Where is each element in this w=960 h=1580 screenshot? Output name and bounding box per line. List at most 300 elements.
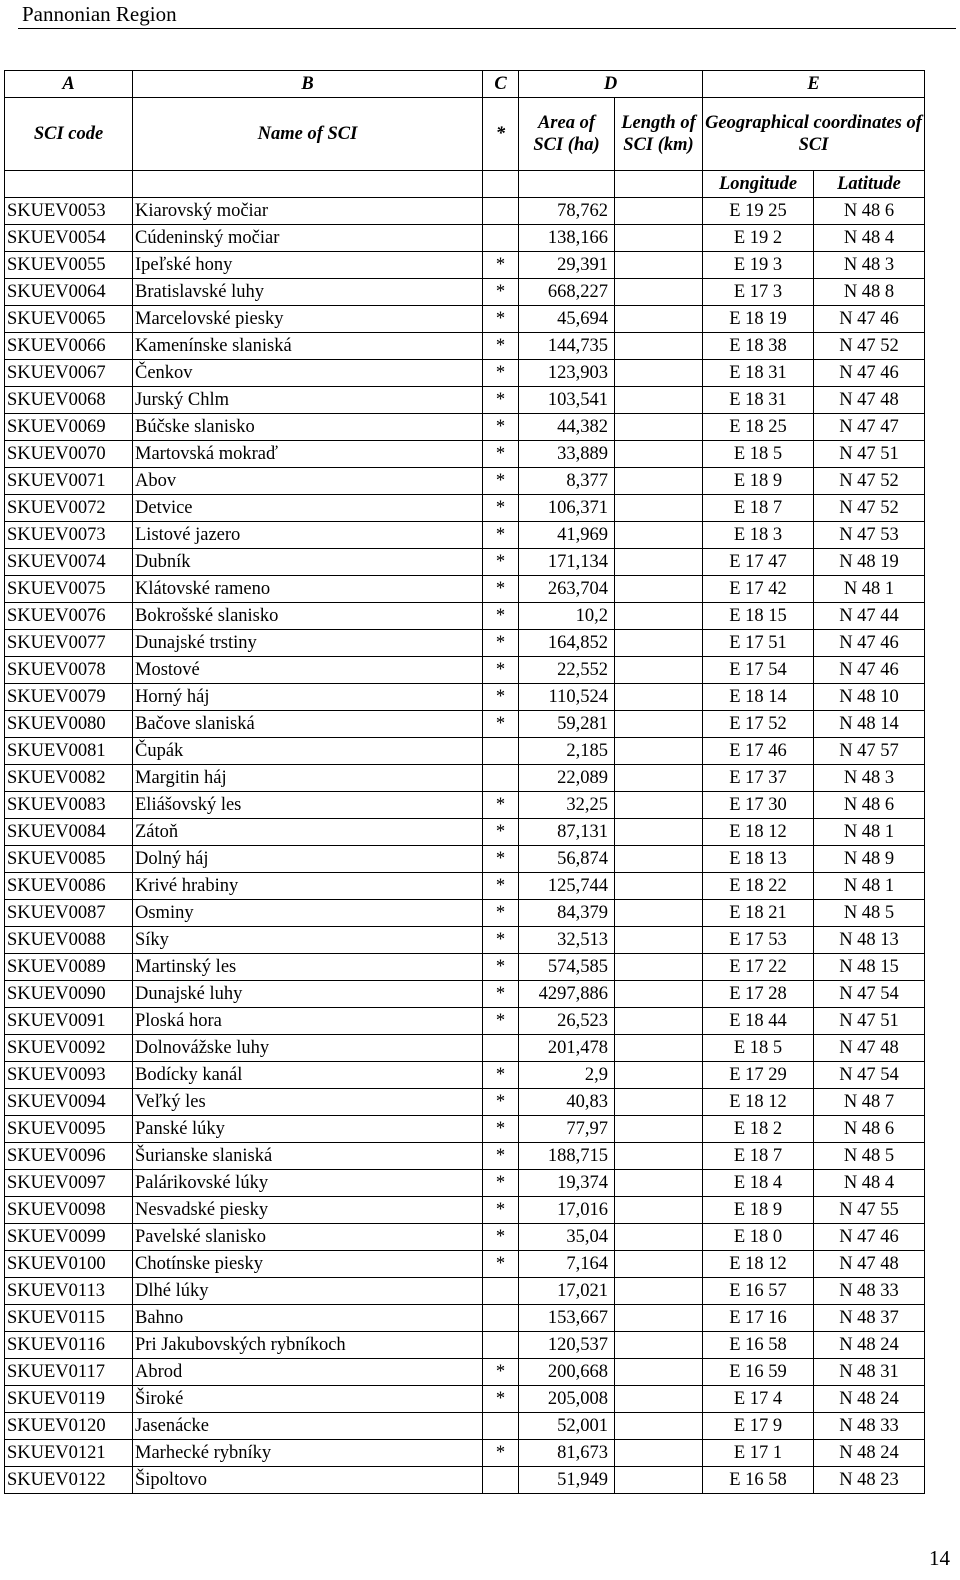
length-cell — [615, 765, 703, 792]
longitude-cell: E 18 9 — [703, 468, 814, 495]
table-row — [5, 981, 925, 1008]
priority-cell: * — [483, 927, 519, 954]
table-row — [5, 279, 925, 306]
sci-code-cell: SKUEV0086 — [5, 873, 133, 900]
priority-cell — [483, 765, 519, 792]
sci-code-cell: SKUEV0095 — [5, 1116, 133, 1143]
table-row — [5, 387, 925, 414]
priority-cell: * — [483, 981, 519, 1008]
latitude-cell: N 47 48 — [814, 1035, 925, 1062]
table-row — [5, 1278, 925, 1305]
longitude-cell: E 18 31 — [703, 387, 814, 414]
sci-code-cell: SKUEV0094 — [5, 1089, 133, 1116]
area-cell: 35,04 — [519, 1224, 615, 1251]
longitude-cell: E 18 25 — [703, 414, 814, 441]
sci-code-cell: SKUEV0068 — [5, 387, 133, 414]
latitude-cell: N 48 31 — [814, 1359, 925, 1386]
longitude-cell: E 18 5 — [703, 1035, 814, 1062]
table-row — [5, 576, 925, 603]
priority-cell: * — [483, 306, 519, 333]
sci-code-cell: SKUEV0120 — [5, 1413, 133, 1440]
longitude-cell: E 17 37 — [703, 765, 814, 792]
header-priority: * — [483, 98, 519, 171]
latitude-cell: N 48 24 — [814, 1386, 925, 1413]
sci-name-cell: Eliášovský les — [133, 792, 483, 819]
longitude-cell: E 18 0 — [703, 1224, 814, 1251]
header-longitude: Longitude — [703, 171, 814, 198]
longitude-cell: E 17 9 — [703, 1413, 814, 1440]
header-empty-cell — [133, 171, 483, 198]
longitude-cell: E 18 13 — [703, 846, 814, 873]
latitude-cell: N 47 54 — [814, 1062, 925, 1089]
sci-name-cell: Bratislavské luhy — [133, 279, 483, 306]
length-cell — [615, 1305, 703, 1332]
longitude-cell: E 17 53 — [703, 927, 814, 954]
priority-cell: * — [483, 279, 519, 306]
priority-cell: * — [483, 441, 519, 468]
longitude-cell: E 17 47 — [703, 549, 814, 576]
sci-name-cell: Zátoň — [133, 819, 483, 846]
sci-code-cell: SKUEV0073 — [5, 522, 133, 549]
latitude-cell: N 48 9 — [814, 846, 925, 873]
length-cell — [615, 738, 703, 765]
latitude-cell: N 48 1 — [814, 819, 925, 846]
sci-name-cell: Horný háj — [133, 684, 483, 711]
table-row — [5, 738, 925, 765]
sci-name-cell: Dolnovážske luhy — [133, 1035, 483, 1062]
sci-code-cell: SKUEV0079 — [5, 684, 133, 711]
latitude-cell: N 47 54 — [814, 981, 925, 1008]
sci-code-cell: SKUEV0065 — [5, 306, 133, 333]
area-cell: 110,524 — [519, 684, 615, 711]
latitude-cell: N 47 46 — [814, 306, 925, 333]
longitude-cell: E 17 4 — [703, 1386, 814, 1413]
length-cell — [615, 522, 703, 549]
latitude-cell: N 48 13 — [814, 927, 925, 954]
length-cell — [615, 846, 703, 873]
table-row — [5, 252, 925, 279]
sci-name-cell: Abov — [133, 468, 483, 495]
longitude-cell: E 17 54 — [703, 657, 814, 684]
longitude-cell: E 17 52 — [703, 711, 814, 738]
latitude-cell: N 47 52 — [814, 333, 925, 360]
priority-cell: * — [483, 1116, 519, 1143]
priority-cell — [483, 1035, 519, 1062]
area-cell: 32,513 — [519, 927, 615, 954]
length-cell — [615, 1035, 703, 1062]
header-sci-code: SCI code — [5, 98, 133, 171]
sci-code-cell: SKUEV0070 — [5, 441, 133, 468]
latitude-cell: N 47 51 — [814, 441, 925, 468]
length-cell — [615, 1440, 703, 1467]
table-row — [5, 1413, 925, 1440]
latitude-cell: N 47 48 — [814, 1251, 925, 1278]
priority-cell: * — [483, 630, 519, 657]
priority-cell: * — [483, 1170, 519, 1197]
priority-cell: * — [483, 1224, 519, 1251]
sci-name-cell: Dolný háj — [133, 846, 483, 873]
table-row — [5, 1116, 925, 1143]
length-cell — [615, 1251, 703, 1278]
latitude-cell: N 48 24 — [814, 1440, 925, 1467]
priority-cell: * — [483, 1359, 519, 1386]
sci-name-cell: Detvice — [133, 495, 483, 522]
priority-cell: * — [483, 360, 519, 387]
area-cell: 263,704 — [519, 576, 615, 603]
priority-cell: * — [483, 819, 519, 846]
sci-name-cell: Krivé hrabiny — [133, 873, 483, 900]
latitude-cell: N 48 3 — [814, 252, 925, 279]
longitude-cell: E 19 3 — [703, 252, 814, 279]
header-empty-cell — [519, 171, 615, 198]
table-row — [5, 306, 925, 333]
sci-name-cell: Cúdeninský močiar — [133, 225, 483, 252]
area-cell: 668,227 — [519, 279, 615, 306]
sci-name-cell: Marhecké rybníky — [133, 1440, 483, 1467]
table-row — [5, 1008, 925, 1035]
page-title: Pannonian Region — [22, 2, 177, 26]
longitude-cell: E 18 12 — [703, 819, 814, 846]
latitude-cell: N 47 51 — [814, 1008, 925, 1035]
sci-name-cell: Kamenínske slaniská — [133, 333, 483, 360]
longitude-cell: E 17 30 — [703, 792, 814, 819]
length-cell — [615, 981, 703, 1008]
table-row — [5, 1170, 925, 1197]
area-cell: 144,735 — [519, 333, 615, 360]
table-row — [5, 819, 925, 846]
longitude-cell: E 18 12 — [703, 1251, 814, 1278]
length-cell — [615, 1116, 703, 1143]
sci-table — [4, 70, 925, 1494]
table-row — [5, 900, 925, 927]
latitude-cell: N 48 24 — [814, 1332, 925, 1359]
priority-cell: * — [483, 1440, 519, 1467]
area-cell: 138,166 — [519, 225, 615, 252]
area-cell: 2,9 — [519, 1062, 615, 1089]
priority-cell — [483, 1332, 519, 1359]
area-cell: 44,382 — [519, 414, 615, 441]
table-row — [5, 333, 925, 360]
sci-name-cell: Dunajské luhy — [133, 981, 483, 1008]
priority-cell: * — [483, 1143, 519, 1170]
area-cell: 153,667 — [519, 1305, 615, 1332]
latitude-cell: N 48 1 — [814, 873, 925, 900]
column-letter-a: A — [5, 71, 133, 98]
area-cell: 81,673 — [519, 1440, 615, 1467]
table-row — [5, 1197, 925, 1224]
table-row — [5, 414, 925, 441]
sci-code-cell: SKUEV0083 — [5, 792, 133, 819]
sci-name-cell: Čupák — [133, 738, 483, 765]
length-cell — [615, 630, 703, 657]
title-divider — [18, 28, 956, 29]
latitude-cell: N 47 57 — [814, 738, 925, 765]
sci-code-cell: SKUEV0067 — [5, 360, 133, 387]
sci-code-cell: SKUEV0087 — [5, 900, 133, 927]
table-row — [5, 657, 925, 684]
area-cell: 52,001 — [519, 1413, 615, 1440]
length-cell — [615, 711, 703, 738]
latitude-cell: N 48 37 — [814, 1305, 925, 1332]
sci-name-cell: Čenkov — [133, 360, 483, 387]
area-cell: 106,371 — [519, 495, 615, 522]
area-cell: 4297,886 — [519, 981, 615, 1008]
length-cell — [615, 387, 703, 414]
sci-code-cell: SKUEV0089 — [5, 954, 133, 981]
area-cell: 8,377 — [519, 468, 615, 495]
latitude-cell: N 48 10 — [814, 684, 925, 711]
area-cell: 51,949 — [519, 1467, 615, 1494]
sci-code-cell: SKUEV0116 — [5, 1332, 133, 1359]
sci-code-cell: SKUEV0069 — [5, 414, 133, 441]
sci-code-cell: SKUEV0097 — [5, 1170, 133, 1197]
column-letter-b: B — [133, 71, 483, 98]
table-row — [5, 1062, 925, 1089]
length-cell — [615, 1143, 703, 1170]
area-cell: 7,164 — [519, 1251, 615, 1278]
longitude-cell: E 18 15 — [703, 603, 814, 630]
priority-cell: * — [483, 1251, 519, 1278]
sci-name-cell: Nesvadské piesky — [133, 1197, 483, 1224]
sci-name-cell: Marcelovské piesky — [133, 306, 483, 333]
length-cell — [615, 1197, 703, 1224]
length-cell — [615, 279, 703, 306]
length-cell — [615, 414, 703, 441]
area-cell: 40,83 — [519, 1089, 615, 1116]
latitude-cell: N 48 23 — [814, 1467, 925, 1494]
area-cell: 45,694 — [519, 306, 615, 333]
latitude-cell: N 47 46 — [814, 630, 925, 657]
sci-code-cell: SKUEV0119 — [5, 1386, 133, 1413]
table-row — [5, 792, 925, 819]
length-cell — [615, 1413, 703, 1440]
priority-cell: * — [483, 549, 519, 576]
longitude-cell: E 17 1 — [703, 1440, 814, 1467]
latitude-cell: N 48 6 — [814, 792, 925, 819]
sci-name-cell: Šurianske slaniská — [133, 1143, 483, 1170]
priority-cell: * — [483, 684, 519, 711]
latitude-cell: N 48 5 — [814, 900, 925, 927]
longitude-cell: E 17 3 — [703, 279, 814, 306]
area-cell: 19,374 — [519, 1170, 615, 1197]
longitude-cell: E 18 7 — [703, 1143, 814, 1170]
latitude-cell: N 47 47 — [814, 414, 925, 441]
sci-code-cell: SKUEV0077 — [5, 630, 133, 657]
table-row — [5, 765, 925, 792]
area-cell: 26,523 — [519, 1008, 615, 1035]
priority-cell — [483, 1305, 519, 1332]
priority-cell: * — [483, 1008, 519, 1035]
latitude-cell: N 48 6 — [814, 1116, 925, 1143]
longitude-cell: E 17 51 — [703, 630, 814, 657]
table-row — [5, 1386, 925, 1413]
table-row — [5, 684, 925, 711]
longitude-cell: E 18 5 — [703, 441, 814, 468]
sci-name-cell: Osminy — [133, 900, 483, 927]
column-letter-c: C — [483, 71, 519, 98]
sci-name-cell: Klátovské rameno — [133, 576, 483, 603]
table-row — [5, 1143, 925, 1170]
area-cell: 84,379 — [519, 900, 615, 927]
sci-code-cell: SKUEV0054 — [5, 225, 133, 252]
priority-cell: * — [483, 333, 519, 360]
sci-name-cell: Margitin háj — [133, 765, 483, 792]
table-row — [5, 360, 925, 387]
sci-code-cell: SKUEV0076 — [5, 603, 133, 630]
sci-name-cell: Búčske slanisko — [133, 414, 483, 441]
sci-name-cell: Jasenácke — [133, 1413, 483, 1440]
table-row — [5, 468, 925, 495]
header-empty-cell — [5, 171, 133, 198]
latitude-cell: N 48 1 — [814, 576, 925, 603]
table-row — [5, 225, 925, 252]
table-row — [5, 1035, 925, 1062]
length-cell — [615, 225, 703, 252]
sci-name-cell: Chotínske piesky — [133, 1251, 483, 1278]
latitude-cell: N 47 52 — [814, 468, 925, 495]
priority-cell: * — [483, 603, 519, 630]
priority-cell: * — [483, 657, 519, 684]
longitude-cell: E 17 42 — [703, 576, 814, 603]
latitude-cell: N 47 44 — [814, 603, 925, 630]
area-cell: 87,131 — [519, 819, 615, 846]
sci-code-cell: SKUEV0078 — [5, 657, 133, 684]
priority-cell: * — [483, 1089, 519, 1116]
area-cell: 17,021 — [519, 1278, 615, 1305]
sci-code-cell: SKUEV0096 — [5, 1143, 133, 1170]
header-name: Name of SCI — [133, 98, 483, 171]
header-coordinates: Geographical coordinates of SCI — [703, 98, 925, 171]
page-number: 14 — [929, 1546, 950, 1570]
longitude-cell: E 18 19 — [703, 306, 814, 333]
longitude-cell: E 18 9 — [703, 1197, 814, 1224]
longitude-cell: E 17 16 — [703, 1305, 814, 1332]
priority-cell: * — [483, 900, 519, 927]
length-cell — [615, 1062, 703, 1089]
area-cell: 188,715 — [519, 1143, 615, 1170]
sci-name-cell: Dlhé lúky — [133, 1278, 483, 1305]
table-row — [5, 954, 925, 981]
longitude-cell: E 18 38 — [703, 333, 814, 360]
area-cell: 10,2 — [519, 603, 615, 630]
length-cell — [615, 684, 703, 711]
area-cell: 574,585 — [519, 954, 615, 981]
area-cell: 171,134 — [519, 549, 615, 576]
length-cell — [615, 873, 703, 900]
longitude-cell: E 17 28 — [703, 981, 814, 1008]
length-cell — [615, 1224, 703, 1251]
latitude-cell: N 47 46 — [814, 1224, 925, 1251]
area-cell: 29,391 — [519, 252, 615, 279]
sci-code-cell: SKUEV0075 — [5, 576, 133, 603]
column-header-row — [5, 98, 925, 171]
table-row — [5, 1359, 925, 1386]
longitude-cell: E 18 3 — [703, 522, 814, 549]
latitude-cell: N 48 6 — [814, 198, 925, 225]
sci-code-cell: SKUEV0064 — [5, 279, 133, 306]
length-cell — [615, 1278, 703, 1305]
priority-cell: * — [483, 468, 519, 495]
sci-code-cell: SKUEV0055 — [5, 252, 133, 279]
length-cell — [615, 360, 703, 387]
length-cell — [615, 468, 703, 495]
column-letter-row — [5, 71, 925, 98]
longitude-cell: E 16 58 — [703, 1467, 814, 1494]
sci-name-cell: Panské lúky — [133, 1116, 483, 1143]
latitude-cell: N 48 7 — [814, 1089, 925, 1116]
length-cell — [615, 306, 703, 333]
sci-name-cell: Ipeľské hony — [133, 252, 483, 279]
latitude-cell: N 48 14 — [814, 711, 925, 738]
longitude-cell: E 16 57 — [703, 1278, 814, 1305]
area-cell: 200,668 — [519, 1359, 615, 1386]
priority-cell — [483, 1467, 519, 1494]
area-cell: 77,97 — [519, 1116, 615, 1143]
sci-code-cell: SKUEV0091 — [5, 1008, 133, 1035]
sci-name-cell: Bačove slaniská — [133, 711, 483, 738]
table-row — [5, 846, 925, 873]
length-cell — [615, 1467, 703, 1494]
priority-cell: * — [483, 846, 519, 873]
sci-code-cell: SKUEV0072 — [5, 495, 133, 522]
sci-name-cell: Listové jazero — [133, 522, 483, 549]
latitude-cell: N 48 4 — [814, 1170, 925, 1197]
table-row — [5, 198, 925, 225]
sci-code-cell: SKUEV0117 — [5, 1359, 133, 1386]
area-cell: 56,874 — [519, 846, 615, 873]
longitude-cell: E 18 12 — [703, 1089, 814, 1116]
priority-cell: * — [483, 873, 519, 900]
longitude-cell: E 19 2 — [703, 225, 814, 252]
table-row — [5, 522, 925, 549]
length-cell — [615, 441, 703, 468]
priority-cell: * — [483, 522, 519, 549]
latitude-cell: N 48 19 — [814, 549, 925, 576]
sci-code-cell: SKUEV0090 — [5, 981, 133, 1008]
sci-code-cell: SKUEV0115 — [5, 1305, 133, 1332]
latitude-cell: N 47 46 — [814, 360, 925, 387]
sci-name-cell: Šipoltovo — [133, 1467, 483, 1494]
longitude-cell: E 18 14 — [703, 684, 814, 711]
latitude-cell: N 47 52 — [814, 495, 925, 522]
area-cell: 17,016 — [519, 1197, 615, 1224]
priority-cell: * — [483, 576, 519, 603]
sci-name-cell: Dunajské trstiny — [133, 630, 483, 657]
sci-name-cell: Bokrošské slanisko — [133, 603, 483, 630]
sci-name-cell: Martovská mokraď — [133, 441, 483, 468]
length-cell — [615, 1359, 703, 1386]
longitude-cell: E 18 7 — [703, 495, 814, 522]
table-row — [5, 1440, 925, 1467]
table-row — [5, 441, 925, 468]
longitude-cell: E 19 25 — [703, 198, 814, 225]
longitude-cell: E 17 46 — [703, 738, 814, 765]
length-cell — [615, 252, 703, 279]
length-cell — [615, 603, 703, 630]
sci-name-cell: Martinský les — [133, 954, 483, 981]
sci-code-cell: SKUEV0053 — [5, 198, 133, 225]
area-cell: 22,552 — [519, 657, 615, 684]
length-cell — [615, 198, 703, 225]
table-row — [5, 1089, 925, 1116]
sci-name-cell: Jurský Chlm — [133, 387, 483, 414]
area-cell: 41,969 — [519, 522, 615, 549]
table-row — [5, 495, 925, 522]
coordinate-subheader-row — [5, 171, 925, 198]
length-cell — [615, 819, 703, 846]
area-cell: 125,744 — [519, 873, 615, 900]
header-latitude: Latitude — [814, 171, 925, 198]
